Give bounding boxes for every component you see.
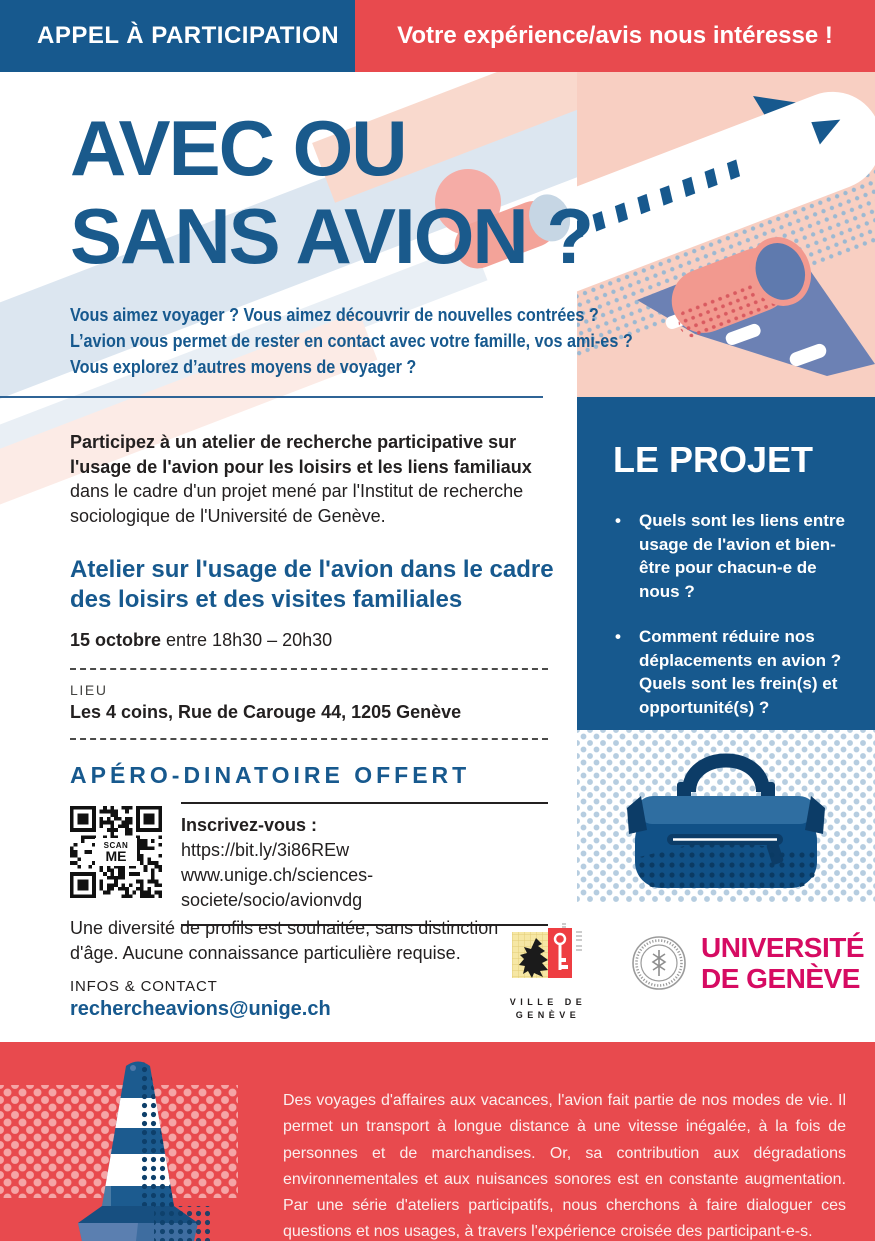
header-tagline: Votre expérience/avis nous intéresse ! bbox=[355, 0, 875, 72]
header-call-label: APPEL À PARTICIPATION bbox=[0, 0, 355, 72]
universite-de-geneve-logo bbox=[630, 932, 864, 994]
dashed-divider-bottom bbox=[70, 738, 548, 740]
header-banner bbox=[0, 0, 875, 72]
infos-contact-label: INFOS & CONTACT bbox=[70, 978, 218, 995]
ville-de-geneve-crest-icon bbox=[506, 922, 590, 988]
diversity-note: Une diversité de profils est souhaitée, sans distinction d'âge. Aucune connaissance particulière requise. bbox=[70, 918, 499, 963]
footer-paragraph: Des voyages d'affaires aux vacances, l'avion fait partie de nos modes de vie. Il permet un transport à longue distance à une vitesse inégalée, à la fois de personnes et de marchandises. Or, sa contribution aux dégradations environnementales et aux nuisances sonores est en constante augmentation. Par une série d'ateliers participatifs, nous cherchons à faire dialoguer ces questions et nos usages, à travers l'expérience croisée des participant-e-s. bbox=[283, 1092, 846, 1241]
dashed-divider-top bbox=[70, 668, 548, 670]
ville-de-geneve-wordmark: VILLE DE GENÈVE bbox=[509, 997, 587, 1020]
footer-band bbox=[0, 1042, 875, 1241]
traffic-cone-icon bbox=[50, 1056, 236, 1241]
section-divider-line bbox=[0, 396, 543, 398]
title-line-1: AVEC OU bbox=[70, 104, 406, 192]
intro-line-1: Vous aimez voyager ? Vous aimez découvrir de nouvelles contrées ? bbox=[70, 305, 599, 325]
ville-de-geneve-logo bbox=[492, 922, 604, 1022]
location-label: LIEU bbox=[70, 682, 108, 698]
participate-regular-text: dans le cadre d'un projet mené par l'Institut de recherche sociologique de l'Université de Genève. bbox=[70, 481, 524, 526]
intro-line-3: Vous explorez d’autres moyens de voyager ? bbox=[70, 357, 417, 377]
participate-paragraph bbox=[70, 430, 552, 528]
location-address: Les 4 coins, Rue de Carouge 44, 1205 Genève bbox=[70, 702, 462, 722]
workshop-heading: Atelier sur l'usage de l'avion dans le cadre des loisirs et des visites familiales bbox=[70, 556, 554, 613]
poster-title bbox=[70, 104, 592, 280]
participate-bold-text: Participez à un atelier de recherche participative sur l'usage de l'avion pour les loisirs et les liens familiaux bbox=[70, 432, 532, 477]
travel-bag-panel bbox=[577, 730, 875, 902]
intro-questions bbox=[70, 302, 633, 380]
intro-line-2: L’avion vous permet de rester en contact avec votre famille, vos ami-es ? bbox=[70, 331, 633, 351]
workshop-date-day: 15 octobre bbox=[70, 630, 162, 650]
scan-me-label: SCAN ME bbox=[95, 838, 137, 866]
contact-email[interactable]: rechercheavions@unige.ch bbox=[70, 998, 331, 1020]
workshop-date bbox=[70, 630, 332, 651]
title-line-2: SANS AVION ? bbox=[70, 192, 593, 280]
travel-bag-icon bbox=[577, 730, 875, 902]
workshop-date-time: entre 18h30 – 20h30 bbox=[161, 630, 333, 650]
project-bullet-1: • Quels sont les liens entre usage de l'avion et bien-être pour chacun-e de nous ? bbox=[613, 509, 849, 603]
signup-title: Inscrivez-vous : bbox=[181, 815, 318, 835]
unige-wordmark: UNIVERSITÉ DE GENÈVE bbox=[701, 932, 865, 994]
unige-seal-icon bbox=[630, 934, 688, 992]
qr-code[interactable] bbox=[70, 806, 162, 898]
signup-link-bitly[interactable]: https://bit.ly/3i86REw bbox=[181, 840, 350, 860]
project-panel bbox=[577, 397, 875, 730]
project-bullet-2: • Comment réduire nos déplacements en avion ? Quels sont les frein(s) et opportunité(s) ? bbox=[613, 625, 849, 719]
signup-link-unige[interactable]: www.unige.ch/sciences-societe/socio/avionvdg bbox=[181, 865, 374, 910]
project-title: LE PROJET bbox=[613, 439, 814, 480]
signup-block bbox=[181, 802, 548, 926]
apero-heading: APÉRO-DINATOIRE OFFERT bbox=[70, 762, 471, 788]
